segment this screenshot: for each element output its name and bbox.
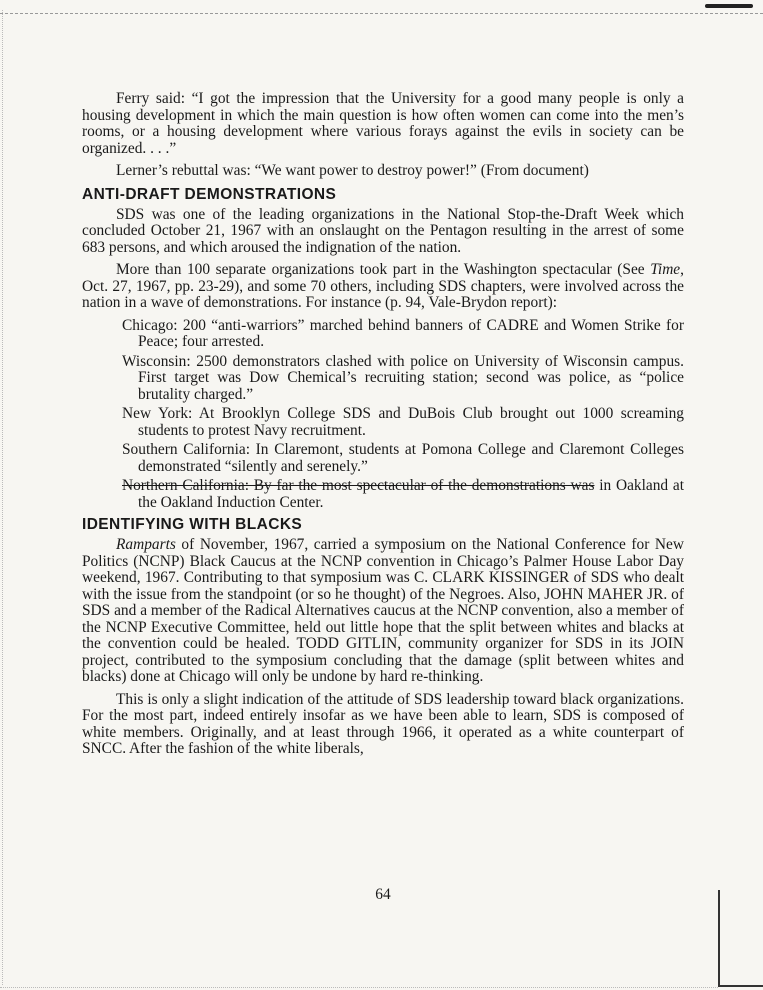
scan-bottom-edge	[0, 987, 718, 989]
list-item-northern-california	[82, 478, 684, 511]
demonstration-list	[82, 318, 684, 512]
struck-text: Northern California: By far the most spectacular of the demonstrations was	[122, 477, 595, 494]
time-magazine-title: Time	[650, 261, 681, 278]
p2-text-before: More than 100 separate organizations took part in the Washington spectacular (See	[116, 261, 651, 278]
intro-paragraph-1: Ferry said: “I got the impression that the University for a good many people is only a housing development in which the main question is how often women can come into the men’s rooms, or a housing development where various forays against the evils in society can be organized. . . .”	[82, 90, 684, 157]
anti-draft-paragraph-1: SDS was one of the leading organizations in the National Stop-the-Draft Week which concluded October 21, 1967 with an onslaught on the Pentagon resulting in the arrest of some 683 persons, and which aroused the indignation of the nation.	[82, 205, 684, 256]
scan-right-foot	[718, 985, 763, 987]
scan-top-edge	[0, 0, 763, 14]
list-item-chicago: Chicago: 200 “anti-warriors” marched behind banners of CADRE and Women Strike for Peace; four arrested.	[122, 316, 684, 350]
page-body	[82, 90, 684, 903]
page-number: 64	[375, 886, 391, 903]
blacks-paragraph-1	[82, 537, 684, 686]
list-item-new-york: New York: At Brooklyn College SDS and DuBois Club brought out 1000 screaming students to protest Navy recruitment.	[122, 405, 684, 439]
section-heading-anti-draft: ANTI-DRAFT DEMONSTRATIONS	[82, 185, 337, 203]
scan-right-edge	[718, 890, 720, 985]
anti-draft-paragraph-2	[82, 262, 684, 312]
scan-corner-mark	[705, 4, 753, 8]
ramparts-title: Ramparts	[116, 536, 176, 553]
list-item-southern-california: Southern California: In Claremont, students at Pomona College and Claremont Colleges demonstrated “silently and serenely.”	[122, 441, 684, 475]
list-item-rest: in Oakland at the Oakland Induction Center.	[138, 477, 684, 511]
section-heading-blacks: IDENTIFYING WITH BLACKS	[82, 516, 303, 533]
intro-paragraph-2: Lerner’s rebuttal was: “We want power to destroy power!” (From document)	[116, 162, 589, 179]
scan-left-edge	[2, 10, 4, 985]
p1-rest: of November, 1967, carried a symposium on the National Conference for New Politics (NCNP) Black Caucus at the NCNP convention in Chicago’s Palmer House Labor Day weekend, 1967. Contributing to that symposium was C. CLARK KISSINGER of SDS who dealt with the issue from the standpoint (or so he thought) of the Negroes. Also, JOHN MAHER JR. of SDS and a member of the Radical Alternatives caucus at the NCNP convention, also a member of the NCNP Executive Committee, held out little hope that the split between whites and blacks at the convention could be healed. TODD GITLIN, community organizer for SDS in its JOIN project, contributed to the symposium concluding that the damage (split between whites and blacks) done at Chicago will only be undone by hard re-thinking.	[82, 536, 684, 685]
p2-text-after: , Oct. 27, 1967, pp. 23-29), and some 70 others, including SDS chapters, were involved across the nation in a wave of demonstrations. For instance (p. 94, Vale-Brydon report):	[82, 261, 684, 311]
blacks-paragraph-2: This is only a slight indication of the attitude of SDS leadership toward black organizations. For the most part, indeed entirely insofar as we have been able to learn, SDS is composed of white members. Originally, and at least through 1966, it operated as a white counterpart of SNCC. After the fashion of the white liberals,	[82, 690, 684, 757]
list-item-wisconsin: Wisconsin: 2500 demonstrators clashed with police on University of Wisconsin campus. First target was Dow Chemical’s recruiting station; second was police, as “police brutality charged.”	[122, 352, 684, 403]
